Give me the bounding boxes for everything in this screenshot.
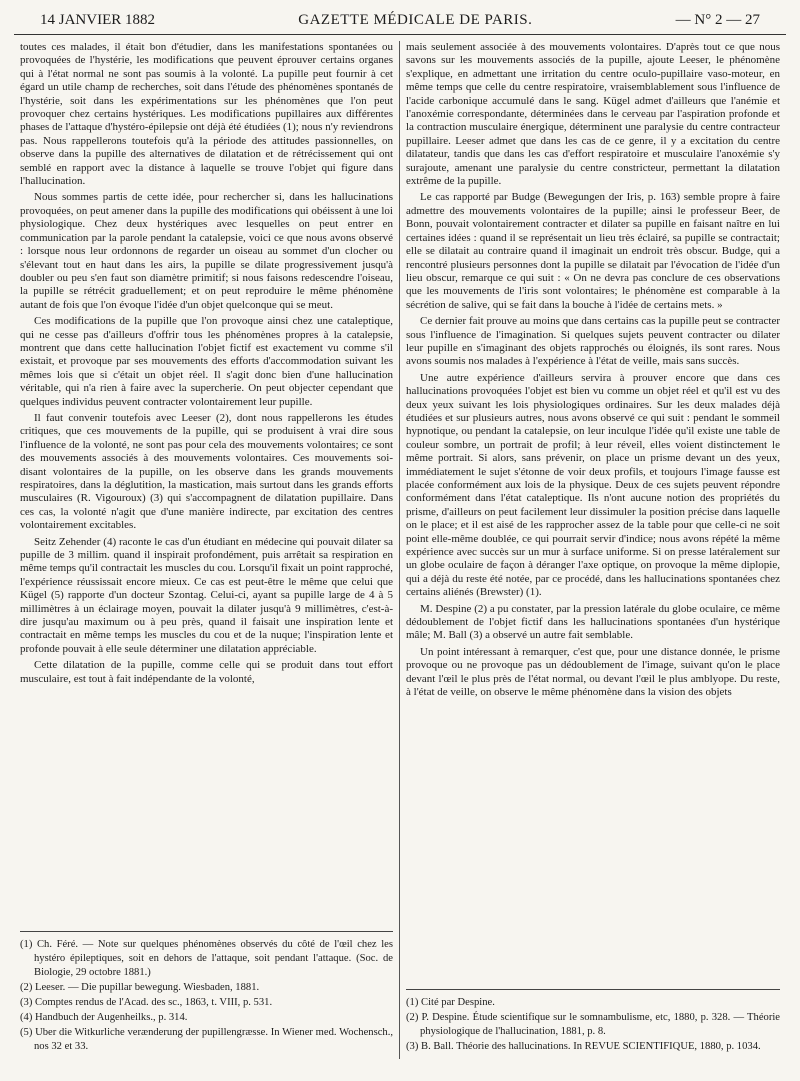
issue-date: 14 JANVIER 1882 xyxy=(40,12,155,28)
paragraph: Ce dernier fait prouve au moins que dans certains cas la pupille peut se contracter sous l'influence de l'imagination. Si quelques sujets peuvent contracter ou dilater leur pupille en s'imaginant des objets rapprochés ou éloignés, ils sont rares. Nous avons soumis nos malades à l'expérience à l'état de veille, mais sans succès. xyxy=(406,315,780,368)
paragraph: Le cas rapporté par Budge (Bewegungen der Iris, p. 163) semble propre à faire admettre des mouvements volontaires de la pupille; ainsi le professeur Beer, de Bonn, pouvait volontairement contracter et dilater sa pupille en faisant naître en lui certaines idées : quand il se représentait un lieu très éclairé, sa pupille se contractait; elle se dilatait au contraire quand il imaginait un endroit très obscur. Budge, qui a rencontré plusieurs personnes dont la pupille se dilatait par l'évocation de l'idée d'un lieu obscur, remarque ce qui suit : « On ne devra pas conclure de ces observations que les mouvements de l'iris sont volontaires; le phénomène est comparable à la sécrétion de salive, qui se fait dans la bouche à l'idée de certains mets. » xyxy=(406,191,780,311)
paragraph: Une autre expérience d'ailleurs servira à prouver encore que dans ces hallucinations provoquées l'objet est bien vu comme un objet réel et qu'il est vu des deux yeux suivant les lois physiologiques ordinaires. Sur les deux malades déjà étudiées et sur plusieurs autres, nous avons observé ce qui suit : pendant le sommeil hypnotique, ou pendant la catalepsie, on leur inculque l'idée qu'il existe une table de couleur sombre, un portrait de profil; à leur réveil, elles voient distinctement le même portrait. Si alors, sans prévenir, on place un prisme devant un des yeux, immédiatement le sujet s'étonne de voir deux profils, et toujours l'image fausse est placée conformément aux lois de la physique. Deux de ces sujets peuvent répondre conformément dans l'état cataleptique. Ils n'ont aucune notion des propriétés du prisme, d'ailleurs on peut facilement leur dissimuler la position précise dans laquelle on le place; et il est aisé de les rapprocher assez de la table pour que celle-ci ne soit point elle-même doublée, ce qui pourrait servir d'indice; nous avons répété la même expérience avec succès sur un mur à surface uniforme. Si on presse latéralement sur un globe oculaire de façon à déranger l'axe optique, on provoque la même diplopie, qui a déjà du reste été notée, par ce procédé, dans les hallucinations spontanées chez certains aliénés (Brewster) (1). xyxy=(406,371,780,599)
footnote: (1) Cité par Despine. xyxy=(406,997,495,1008)
page-header xyxy=(14,12,786,35)
footnote: (3) Comptes rendus de l'Acad. des sc., 1863, t. VIII, p. 531. xyxy=(20,997,273,1008)
footnote: (1) Ch. Féré. — Note sur quelques phénomènes observés du côté de l'œil chez les hystéro épileptiques, soit en dehors de l'attaque, soit pendant l'attaque. (Soc. de Biologie, 29 octobre 1881.) xyxy=(20,939,393,978)
paragraph: Un point intéressant à remarquer, c'est que, pour une distance donnée, le prisme provoque ou ne provoque pas un dédoublement de l'image, suivant qu'on le place devant l'œil le plus près de l'état normal, ou devant l'œil le plus amblyope. Du reste, à l'état de veille, on observe le même phénomène dans la vision des objets xyxy=(406,645,780,699)
footnote: (3) B. Ball. Théorie des hallucinations. In REVUE SCIENTIFIQUE, 1880, p. 1034. xyxy=(406,1041,761,1052)
paragraph: M. Despine (2) a pu constater, par la pression latérale du globe oculaire, ce même dédoublement de l'objet fictif dans les hallucinations spontanées d'un hystérique mâle; M. Ball (3) a observé un autre fait semblable. xyxy=(406,602,780,642)
page-number: — N° 2 — 27 xyxy=(675,12,760,28)
footnote: (4) Handbuch der Augenheilks., p. 314. xyxy=(20,1012,188,1023)
footnote: (2) Leeser. — Die pupillar bewegung. Wiesbaden, 1881. xyxy=(20,982,260,993)
left-column-body xyxy=(20,41,393,689)
paragraph: toutes ces malades, il était bon d'étudier, dans les manifestations spontanées ou provoquées de l'hystérie, les modifications que peuvent éprouver certains organes qui à l'état normal ne sont pas soumis à la volonté. La pupille peut fournir à cet égard un utile champ de recherches, soit dans l'étude des phénomènes spontanés de l'hystérie, soit dans les expérimentations sur les phénomènes que l'on peut provoquer chez certains hystériques. Les modifications pupillaires aux différentes phases de l'attaque d'hystéro-épilepsie ont déjà été étudiées (1); nous n'y reviendrons pas. Nous rappellerons toutefois qu'à la période des attitudes passionnelles, on observe dans la pupille des alternatives de dilatation et de rétrécissement qui ont semblé en rapport avec la distance à laquelle se trouve l'objet qui figure dans l'hallucination. xyxy=(20,41,393,188)
paragraph: Seitz Zehender (4) raconte le cas d'un étudiant en médecine qui pouvait dilater sa pupille de 3 millim. quand il inspirait profondément, puis arrêtait sa respiration en même temps qu'il contractait les muscles du cou. Lorsqu'il fixait un point rapproché, l'expérience réussissait encore mieux. Ce cas est peut-être le même que celui que Kügel (5) rapporte d'un docteur Szontag. Celui-ci, ayant sa pupille large de 4 à 5 millimètres à un éclairage moyen, pouvait la dilater jusqu'à 9 millimètres, c'est-à-dire jusqu'au maximum ou à peu près, quand il faisait une inspiration lente et contractait en même temps les muscles du cou et de la nuque; l'inspiration lente et profonde pouvait à elle seule déterminer une dilatation appréciable. xyxy=(20,535,393,655)
journal-title: GAZETTE MÉDICALE DE PARIS. xyxy=(298,12,533,28)
right-column xyxy=(400,41,786,1059)
footnote: (2) P. Despine. Étude scientifique sur le somnambulisme, etc, 1880, p. 328. — Théorie physiologique de l'hallucination, 1881, p. 8. xyxy=(406,1012,780,1037)
paragraph: Ces modifications de la pupille que l'on provoque ainsi chez une cataleptique, qui ne cesse pas d'ailleurs d'offrir tous les phénomènes propres à la catalepsie, montrent que dans cette hallucination l'objet fictif est exactement vu comme s'il existait, et provoque par ses mouvements des efforts d'accommodation suivant les mêmes lois que si c'était un objet réel. Il s'agit donc bien d'une hallucination véritable, qui n'a rien à faire avec la supercherie. On peut objecter cependant que quelques individus peuvent contracter volontairement leur pupille. xyxy=(20,315,393,408)
right-footnotes xyxy=(406,989,780,1059)
left-column xyxy=(14,41,400,1059)
right-column-body xyxy=(406,41,780,703)
paragraph: Cette dilatation de la pupille, comme celle qui se produit dans tout effort musculaire, est tout à fait indépendante de la volonté, xyxy=(20,659,393,685)
text-columns xyxy=(14,41,786,1059)
footnote: (5) Uber die Witkurliche verænderung der pupillengræsse. In Wiener med. Wochensch., nos 32 et 33. xyxy=(20,1027,393,1052)
paragraph: mais seulement associée à des mouvements volontaires. D'après tout ce que nous savons sur les mouvements associés de la pupille, ajoute Leeser, le phénomène s'explique, en admettant une irritation du centre oculo-pupillaire vaso-moteur, en même temps que celle du centre respiratoire, vraisemblablement sous l'influence de l'acide carbonique accumulé dans le sang. Kügel admet d'ailleurs que l'anémie et l'anoxémie correspondante, déterminées dans le cerveau par l'aspiration profonde et la contraction musculaire énergique, déterminent une paralysie du centre contracteur pupillaire. Leeser admet que dans les cas de ce genre, il y a excitation du centre dilatateur, tandis que dans les cas d'effort respiratoire et musculaire l'anoxémie s'y surajoute, amenant une paralysie du centre constricteur, permettant la dilatation extrême de la pupille. xyxy=(406,41,780,188)
paragraph: Nous sommes partis de cette idée, pour rechercher si, dans les hallucinations provoquées, on peut amener dans la pupille des modifications qui obéissent à une loi physiologique. Chez deux hystériques avec lesquelles on peut entrer en communication par la parole pendant la catalepsie, voici ce que nous avons observé : lorsque nous leur ordonnons de regarder un oiseau au sommet d'un clocher ou s'élevant tout en haut dans les airs, la pupille se dilate progressivement jusqu'à doubler ou peu s'en faut son diamètre primitif; si nous faisons redescendre l'oiseau, la pupille se rétrécit graduellement; et on peut reproduire le même phénomène autant de fois que l'on évoque l'idée d'un objet quelconque qui se meut. xyxy=(20,191,393,311)
paragraph: Il faut convenir toutefois avec Leeser (2), dont nous rappellerons les études critiques, que ces mouvements de la pupille, qui se produisent à vrai dire sous l'influence de la volonté, ne sont pas pour cela des mouvements volontaires; ce sont des mouvements associés à des mouvements volontaires. Ces mouvements soi-disant volontaires de la pupille, on les observe dans les grands mouvements respiratoires, dans la déglutition, la mastication, mais surtout dans les grands efforts musculaires (R. Vigouroux) (3) qui s'accompagnent de dilatation pupillaire. Dans ces cas, la volonté n'agit que d'une manière indirecte, par excitation des centres volontairement excitables. xyxy=(20,411,393,532)
left-footnotes xyxy=(20,931,393,1059)
